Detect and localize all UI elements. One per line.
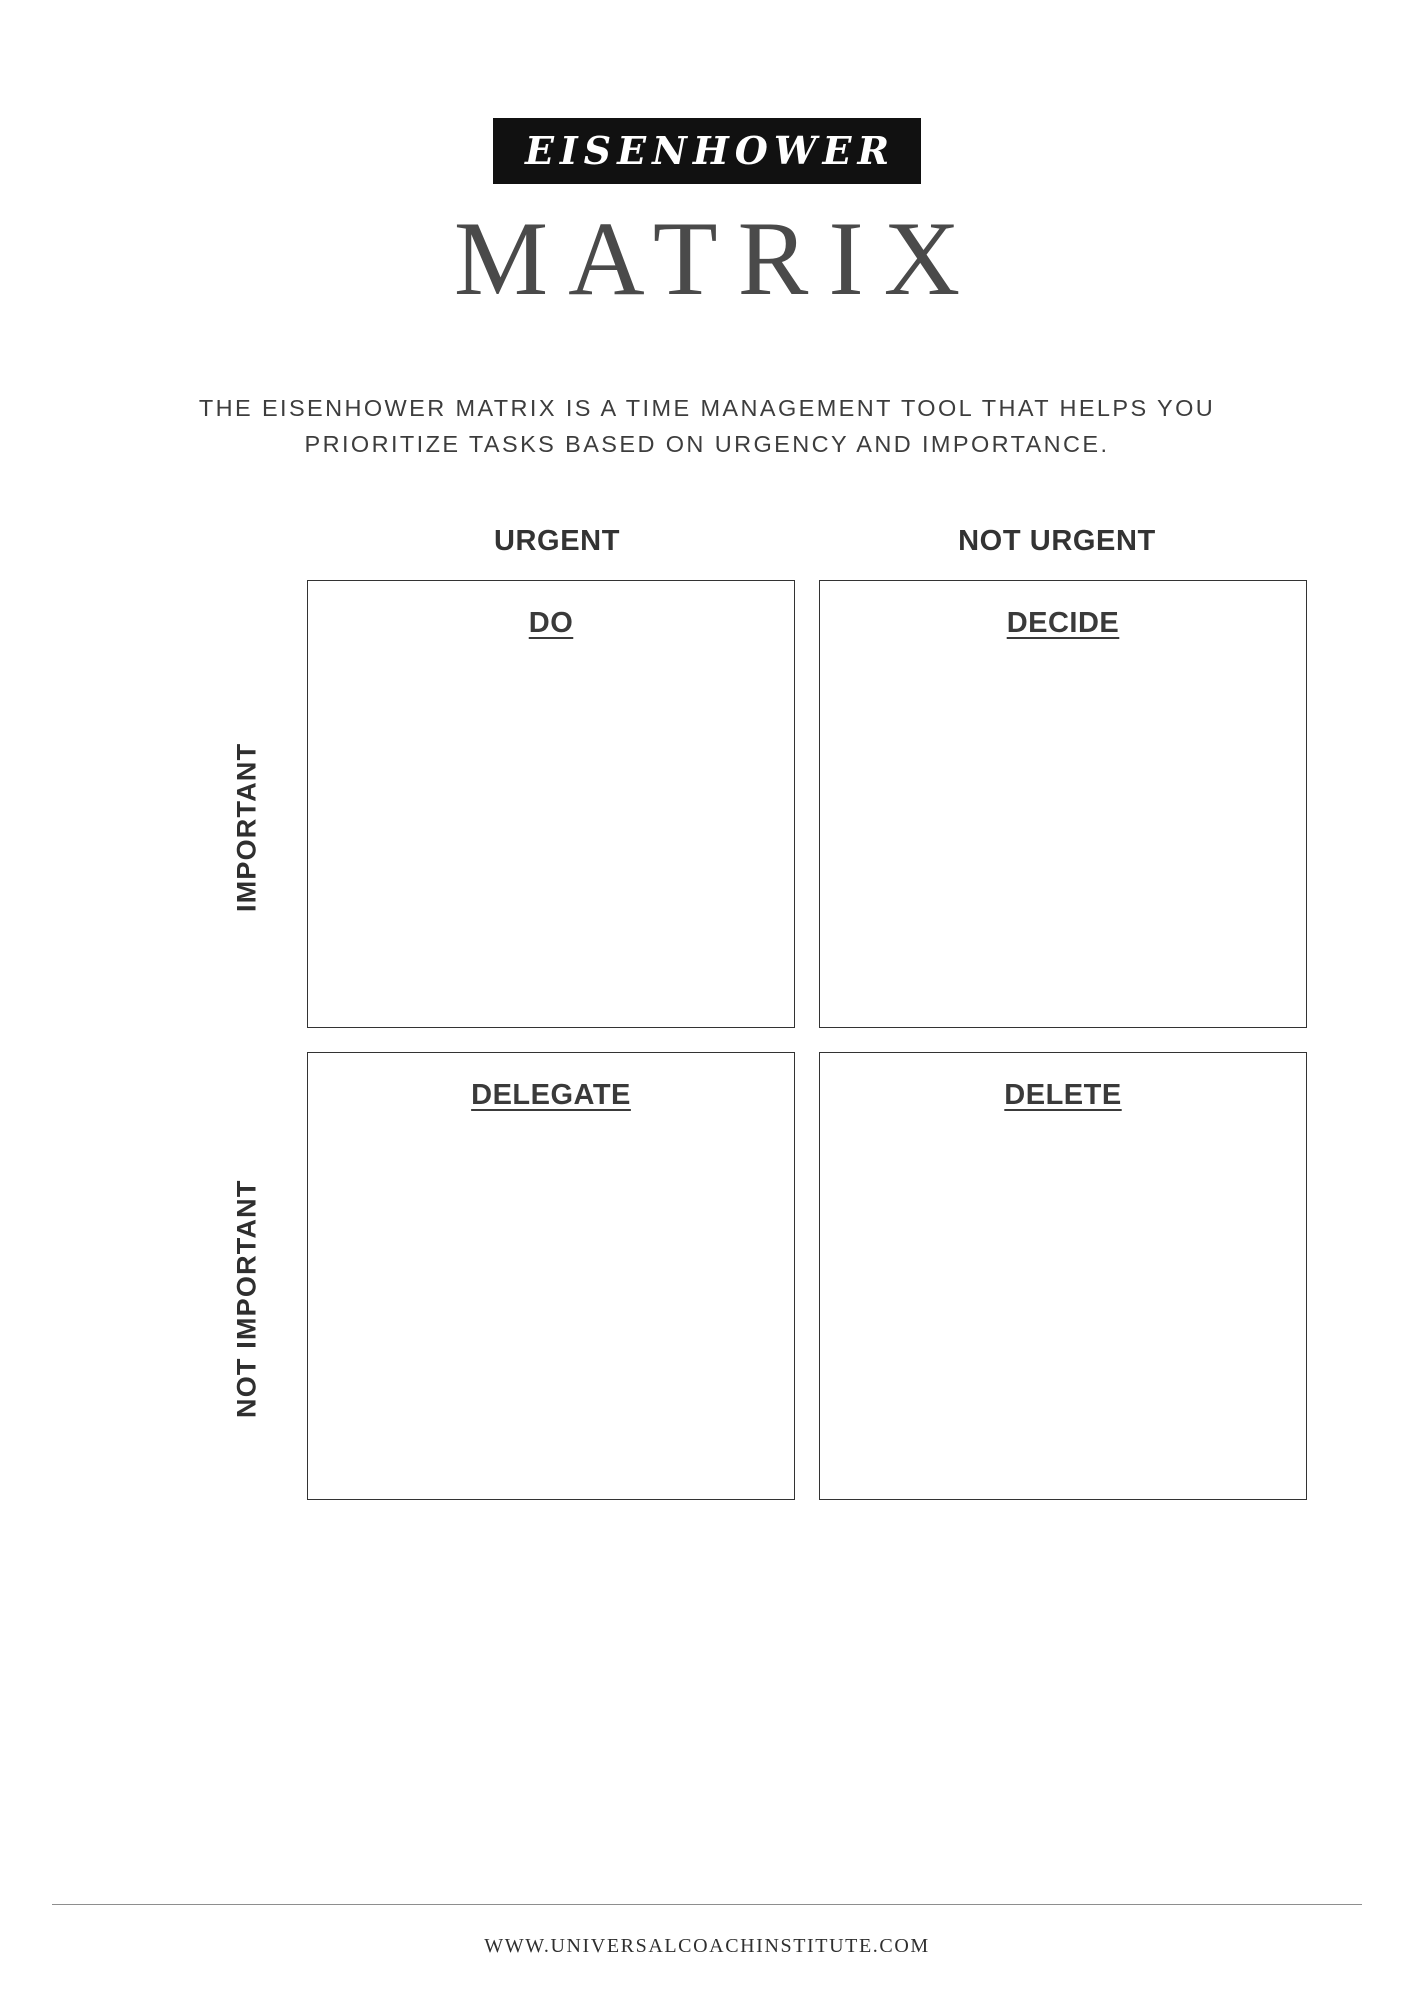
quadrant-do[interactable] xyxy=(307,580,795,1028)
column-header-row xyxy=(307,525,1307,580)
quadrant-title-delete: DELETE xyxy=(1004,1078,1122,1111)
row-header-important: IMPORTANT xyxy=(231,742,262,912)
page-footer xyxy=(0,1904,1414,2000)
eisenhower-matrix xyxy=(107,463,1307,1500)
quadrant-delete[interactable] xyxy=(819,1052,1307,1500)
row-header-not-important: NOT IMPORTANT xyxy=(231,1179,262,1419)
column-header-not-urgent: NOT URGENT xyxy=(958,524,1156,557)
quadrant-title-delegate: DELEGATE xyxy=(471,1078,631,1111)
page-subtitle: THE EISENHOWER MATRIX IS A TIME MANAGEMENT TOOL THAT HELPS YOU PRIORITIZE TASKS BASED ON URGENCY AND IMPORTANCE. xyxy=(198,395,1216,458)
quadrant-title-do: DO xyxy=(528,606,574,639)
matrix-grid xyxy=(307,580,1307,1500)
footer-website: WWW.UNIVERSALCOACHINSTITUTE.COM xyxy=(484,1935,930,1957)
quadrant-delegate[interactable] xyxy=(307,1052,795,1500)
page-title: MATRIX xyxy=(453,200,981,317)
eisenhower-badge: EISENHOWER xyxy=(493,118,921,184)
page-header xyxy=(0,0,1414,317)
quadrant-decide[interactable] xyxy=(819,580,1307,1028)
quadrant-title-decide: DECIDE xyxy=(1006,606,1120,639)
column-header-urgent: URGENT xyxy=(493,524,621,557)
